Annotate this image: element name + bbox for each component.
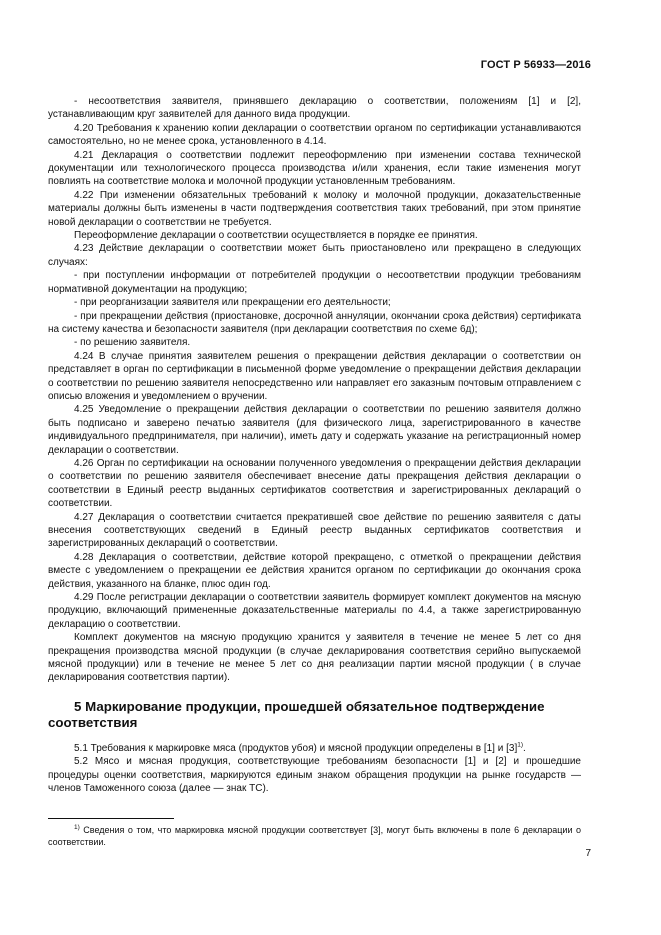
paragraph-4-25: 4.25 Уведомление о прекращении действия декларации о соответствии по решению заявителя должно быть подписано и заверено печатью заявителя (для физического лица, зарегистрированного в качестве индивидуального предпринимателя, при наличии), иметь дату и содержать указание на регистрационный номер декларации о соответствии. <box>48 404 581 456</box>
footnote-text: Сведения о том, что маркировка мясной продукции соответствует [3], могут быть включены в поле 6 декларации о соответствии. <box>48 825 581 847</box>
paragraph-4-27: 4.27 Декларация о соответствии считается прекратившей свое действие по решению заявителя с даты внесения соответствующих сведений в Единый реестр выданных сертификатов соответствия и зарегистрированных деклараций о соответствии. <box>48 511 581 550</box>
footnote-reference: 1) <box>517 741 523 749</box>
paragraph-4-26: 4.26 Орган по сертификации на основании полученного уведомления о прекращении действия декларации о соответствии по решению заявителя обеспечивает внесение даты прекращения действия декларации о соответствии в Единый реестр выданных сертификатов соответствия и зарегистрированных деклараций о соответствии. <box>48 457 581 510</box>
footnote <box>48 824 581 848</box>
paragraph-4-28: 4.28 Декларация о соответствии, действие которой прекращено, с отметкой о прекращении действия вместе с уведомлением о прекращении ее действия хранится органом по сертификации до окончания срока действия, указанного на бланке, плюс один год. <box>48 551 581 590</box>
paragraph-dash-noncompliance: - несоответствия заявителя, принявшего декларацию о соответствии, положениям [1] и [2], устанавливающим круг заявителей для данного вида продукции. <box>48 96 581 121</box>
list-item-consumer-info: - при поступлении информации от потребителей продукции о несоответствии продукции требованиям нормативной документации на продукцию; <box>48 270 581 295</box>
paragraph-5-1 <box>48 742 581 755</box>
document-code-header: ГОСТ Р 56933—2016 <box>480 59 591 71</box>
paragraph-reissue: Переоформление декларации о соответствии осуществляется в порядке ее принятия. <box>74 230 478 242</box>
paragraph-5-1-text: 5.1 Требования к маркировке мяса (продуктов убоя) и мясной продукции определены в [1] и [3] <box>74 742 518 754</box>
list-item-applicant-decision: - по решению заявителя. <box>74 337 191 349</box>
footnote-divider <box>48 818 174 819</box>
paragraph-4-29: 4.29 После регистрации декларации о соответствии заявитель формирует комплект документов на мясную продукцию, включающий примененные доказательственные материалы по 4.4, а также зарегистрированную декларацию о соответствии. <box>48 592 581 630</box>
paragraph-5-2: 5.2 Мясо и мясная продукция, соответствующие требованиям безопасности [1] и [2] и прошедшие процедуры оценки соответствия, маркируются единым знаком обращения продукции на рынке государств — членов Таможенного союза (далее — знак ТС). <box>48 756 581 795</box>
page-number: 7 <box>585 848 591 859</box>
body-text <box>48 95 581 796</box>
paragraph-4-20: 4.20 Требования к хранению копии декларации о соответствии органом по сертификации устанавливаются самостоятельно, но не менее срока, установленного в 4.14. <box>48 122 581 148</box>
paragraph-5-1-end: . <box>523 742 526 754</box>
paragraph-4-22: 4.22 При изменении обязательных требований к молоку и молочной продукции, доказательственные материалы должны быть изменены в части подтверждения соответствия таких требований, при этом принятие новой декларации о соответствии не требуется. <box>48 189 581 228</box>
section-5-title: 5 Маркирование продукции, прошедшей обязательное подтверждение соответствия <box>48 698 545 730</box>
paragraph-4-23: 4.23 Действие декларации о соответствии может быть приостановлено или прекращено в следующих случаях: <box>48 243 581 268</box>
footnote-marker: 1) <box>74 824 80 831</box>
paragraph-4-24: 4.24 В случае принятия заявителем решения о прекращении действия декларации о соответствии он представляет в орган по сертификации в письменной форме уведомление о прекращении действия декларации о соответствии по решению заявителя непосредственно или направляет его заказным почтовым отправлением с описью вложения и уведомлением о вручении. <box>48 350 581 402</box>
list-item-certificate-termination: - при прекращении действия (приостановке, досрочной аннуляции, окончании срока действия) сертификата на систему качества и безопасности заявителя (при декларации соответствия по схеме 6д); <box>48 310 581 335</box>
paragraph-document-set: Комплект документов на мясную продукцию хранится у заявителя в течение не менее 5 лет со дня прекращения производства мясной продукции (в случае декларирования соответствия серийно выпускаемой мясной продукции) или в течение не менее 5 лет со дня реализации партии мясной продукции ( в случае декларирования соответствия партии). <box>48 632 581 684</box>
list-item-reorganization: - при реорганизации заявителя или прекращении его деятельности; <box>74 297 391 309</box>
paragraph-4-21: 4.21 Декларация о соответствии подлежит переоформлению при изменении состава технической документации или технологического процесса производства и/или хранения, если такие изменения могут повлиять на соответствие молока и молочной продукции установленным требованиям. <box>48 149 581 188</box>
